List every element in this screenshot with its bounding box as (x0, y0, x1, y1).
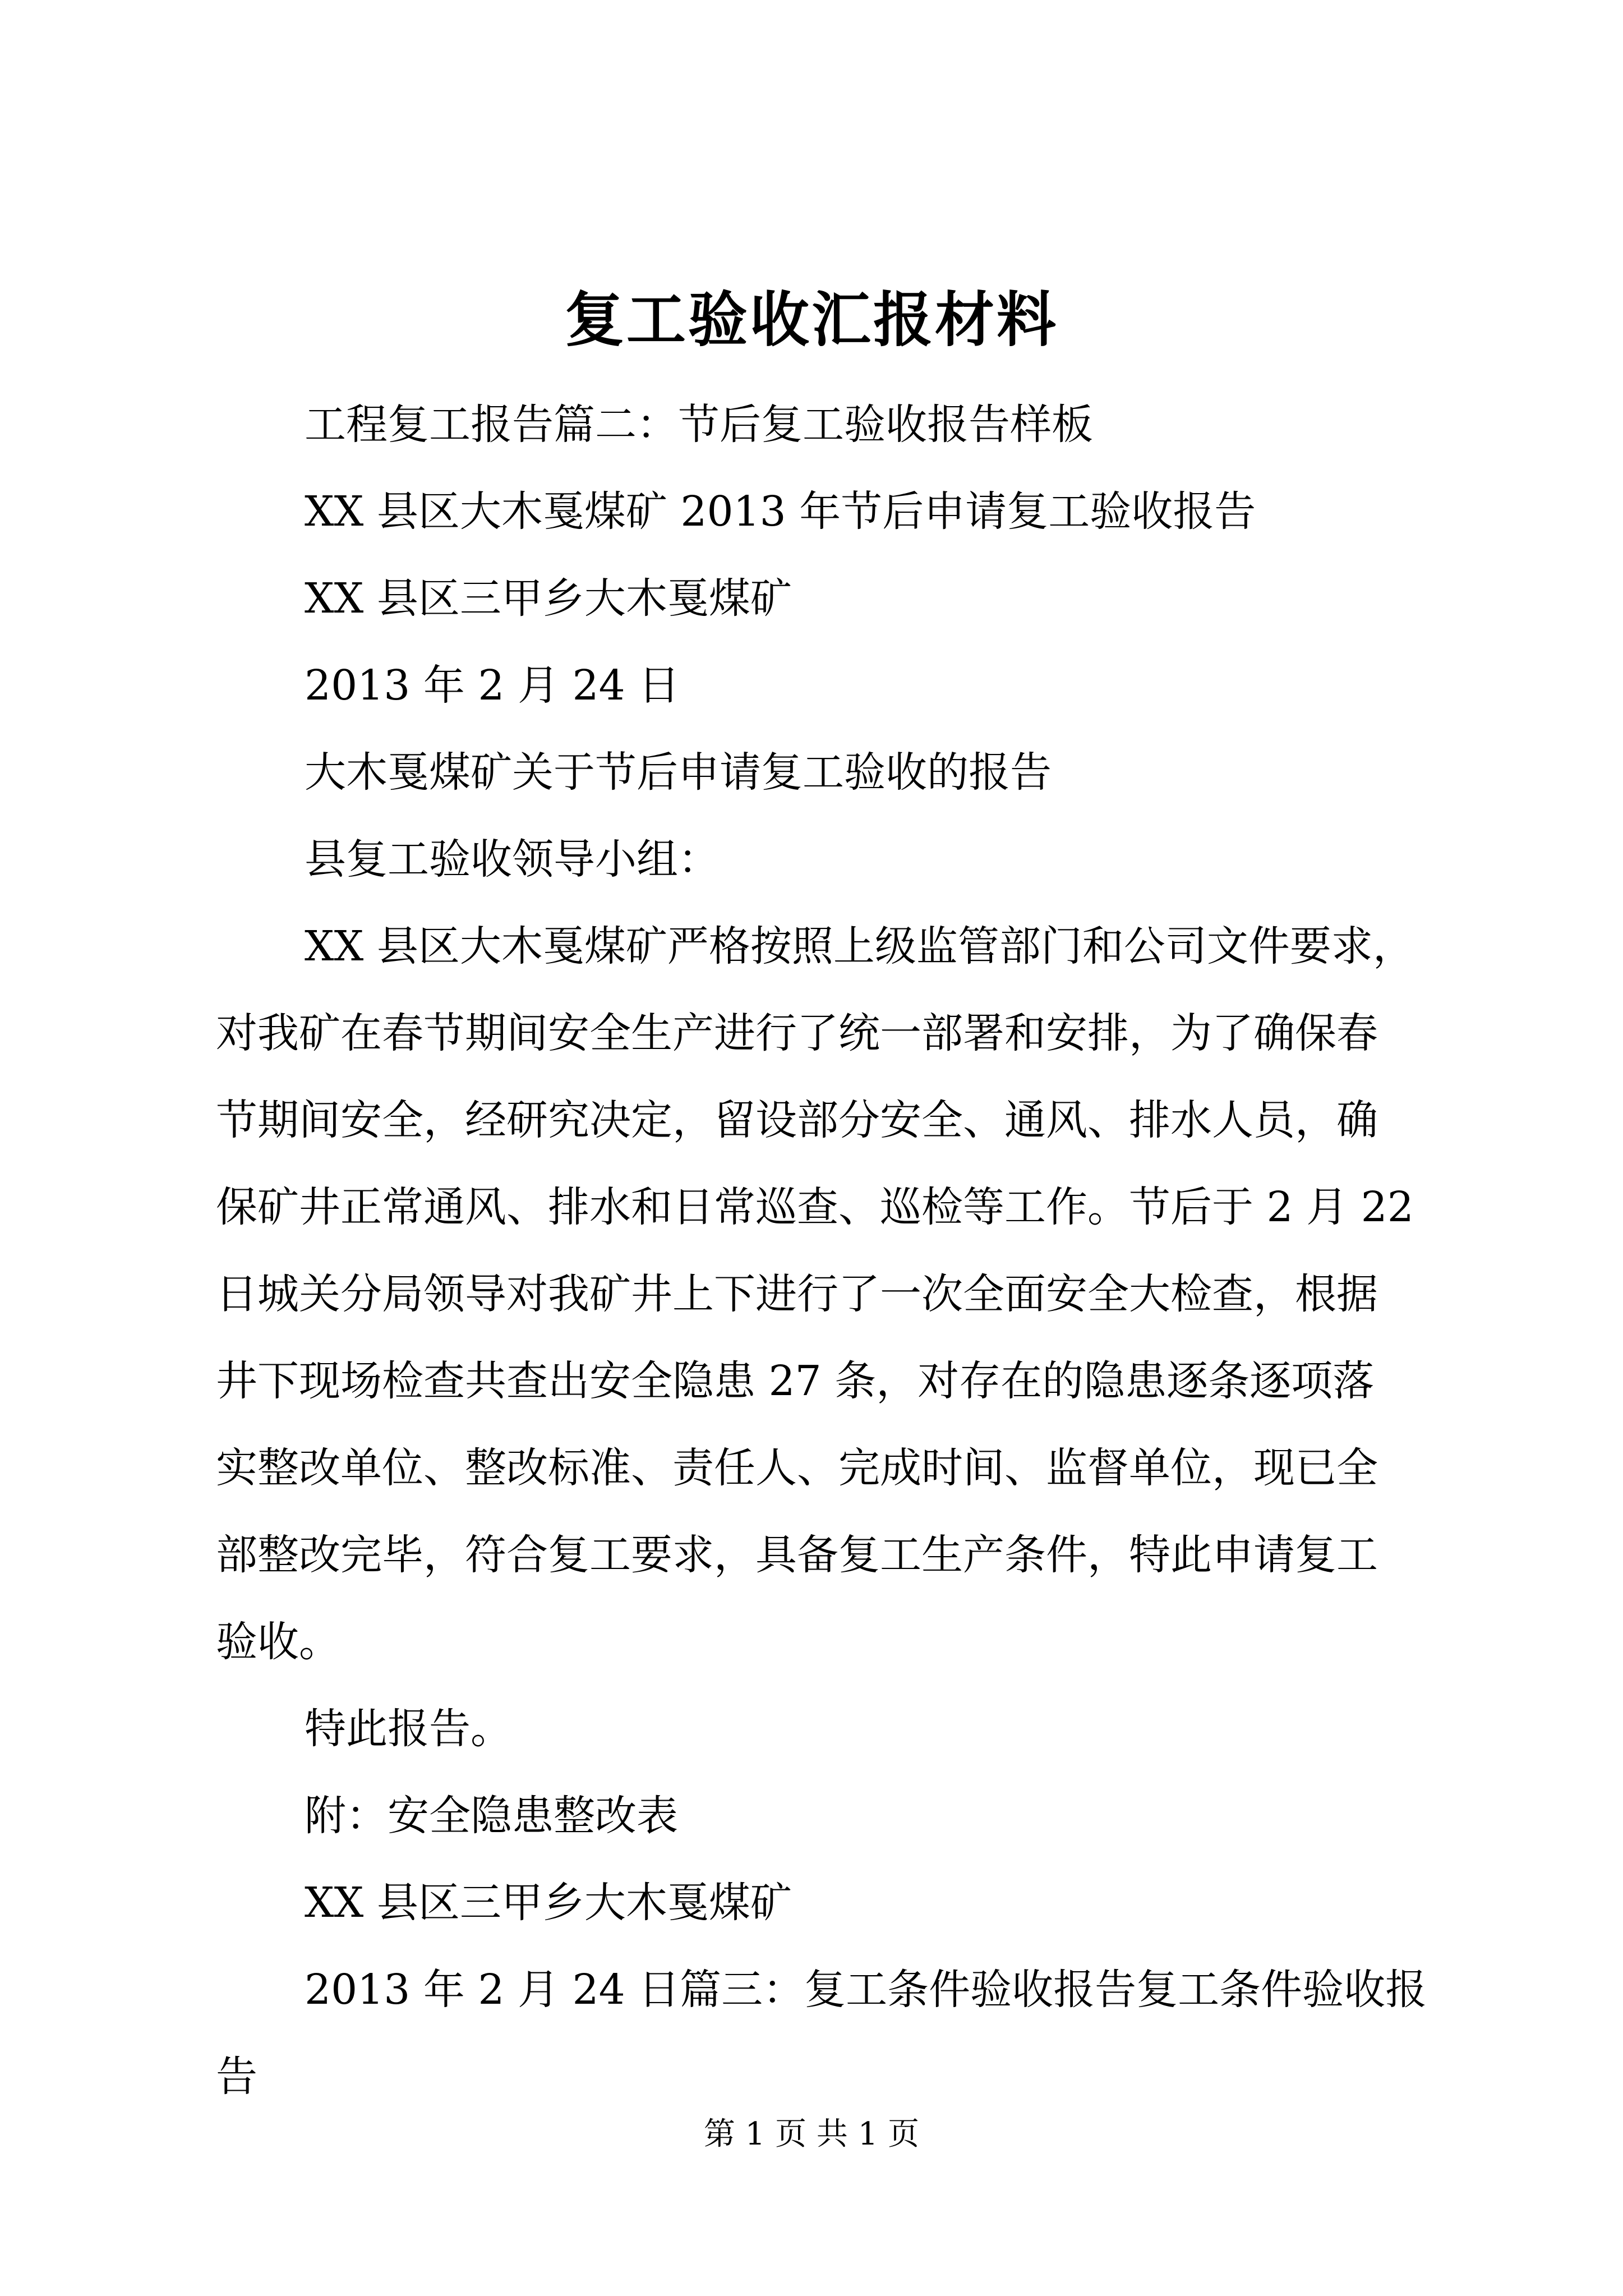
subtitle-line: 工程复工报告篇二：节后复工验收报告样板 (305, 401, 1093, 449)
paragraph-line: 保矿井正常通风、排水和日常巡查、巡检等工作。节后于 2 月 22 (216, 1183, 1414, 1231)
paragraph-line: 部整改完毕，符合复工要求，具备复工生产条件，特此申请复工 (216, 1531, 1378, 1579)
addressee-line: 县复工验收领导小组： (305, 835, 720, 884)
paragraph-line: 实整改单位、整改标准、责任人、完成时间、监督单位，现已全 (216, 1444, 1378, 1492)
paragraph-line: 井下现场检查共查出安全隐患 27 条，对存在的隐患逐条逐项落 (216, 1357, 1375, 1405)
paragraph-line: 对我矿在春节期间安全生产进行了统一部署和安排，为了确保春 (216, 1009, 1378, 1057)
paragraph-line: 节期间安全，经研究决定，留设部分安全、通风、排水人员，确 (216, 1096, 1378, 1144)
attachment-line: 附：安全隐患整改表 (305, 1792, 678, 1840)
report-title-line: XX 县区大木戛煤矿 2013 年节后申请复工验收报告 (305, 487, 1256, 536)
paragraph-line: 日城关分局领导对我矿井上下进行了一次全面安全大检查，根据 (216, 1270, 1378, 1318)
report-heading-line: 大木戛煤矿关于节后申请复工验收的报告 (305, 748, 1052, 797)
closing-line: 特此报告。 (305, 1705, 512, 1753)
document-body (216, 381, 1445, 2120)
page-footer: 第 1 页 共 1 页 (703, 2116, 920, 2152)
paragraph-line: XX 县区大木戛煤矿严格按照上级监管部门和公司文件要求， (305, 922, 1414, 970)
organization-line: XX 县区三甲乡大木戛煤矿 (305, 574, 792, 623)
paragraph-line: 验收。 (216, 1618, 340, 1666)
document-title: 复工验收汇报材料 (565, 284, 1058, 355)
signature-organization-line: XX 县区三甲乡大木戛煤矿 (305, 1879, 792, 1927)
main-paragraph (216, 903, 1445, 1686)
final-paragraph-line: 2013 年 2 月 24 日篇三：复工条件验收报告复工条件验收报 (305, 1966, 1427, 2014)
date-line: 2013 年 2 月 24 日 (305, 661, 680, 710)
final-paragraph-line: 告 (216, 2053, 257, 2101)
